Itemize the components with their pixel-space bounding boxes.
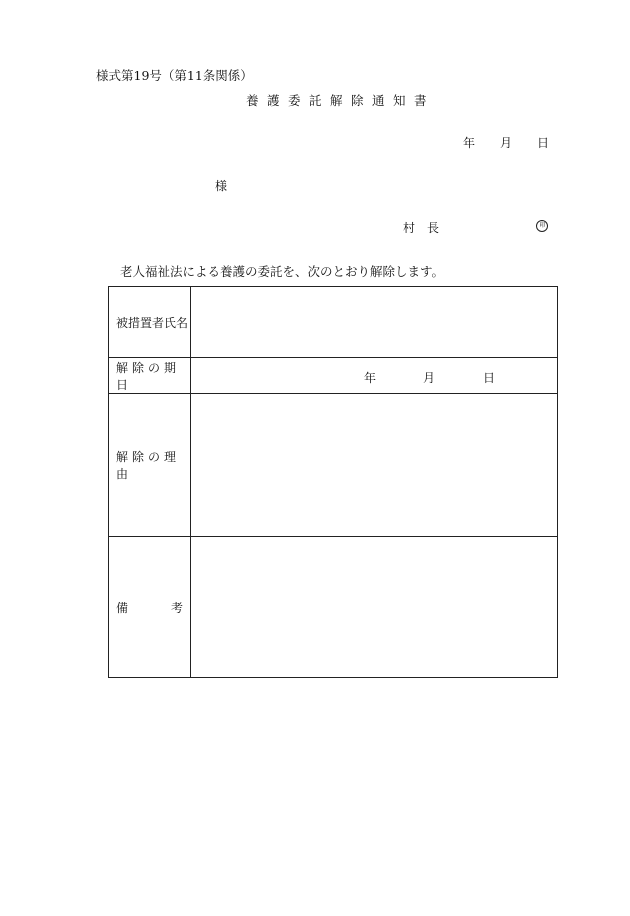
label-recipient-name: 被措置者氏名 — [109, 287, 191, 357]
label-cancellation-date: 解除の期日 — [109, 358, 191, 393]
table-row-cancellation-date — [109, 358, 557, 394]
field-cancellation-reason[interactable] — [191, 394, 557, 536]
cancellation-date-year-label: 年 — [364, 371, 377, 385]
table-row-cancellation-reason — [109, 394, 557, 537]
form-table — [108, 286, 558, 678]
issuer-title: 村長 — [403, 221, 452, 235]
field-cancellation-date[interactable] — [191, 358, 557, 393]
label-remarks — [109, 537, 191, 677]
label-remarks-first-char: 備 — [116, 600, 129, 615]
date-day-label: 日 — [537, 136, 550, 150]
table-row-remarks — [109, 537, 557, 677]
table-row-recipient-name — [109, 287, 557, 358]
date-month-label: 月 — [500, 136, 513, 150]
cancellation-date-month-label: 月 — [423, 371, 436, 385]
document-title: 養護委託解除通知書 — [246, 93, 436, 108]
addressee-honorific: 様 — [215, 179, 228, 193]
cancellation-date-day-label: 日 — [483, 371, 496, 385]
notice-statement: 老人福祉法による養護の委託を、次のとおり解除します。 — [120, 264, 445, 279]
field-remarks[interactable] — [191, 537, 557, 677]
form-number: 様式第19号（第11条関係） — [96, 68, 253, 83]
label-cancellation-reason: 解除の理由 — [109, 394, 191, 536]
label-remarks-second-char: 考 — [170, 600, 183, 615]
seal-mark-icon: 印 — [536, 220, 548, 232]
date-year-label: 年 — [463, 136, 476, 150]
field-recipient-name[interactable] — [191, 287, 557, 357]
